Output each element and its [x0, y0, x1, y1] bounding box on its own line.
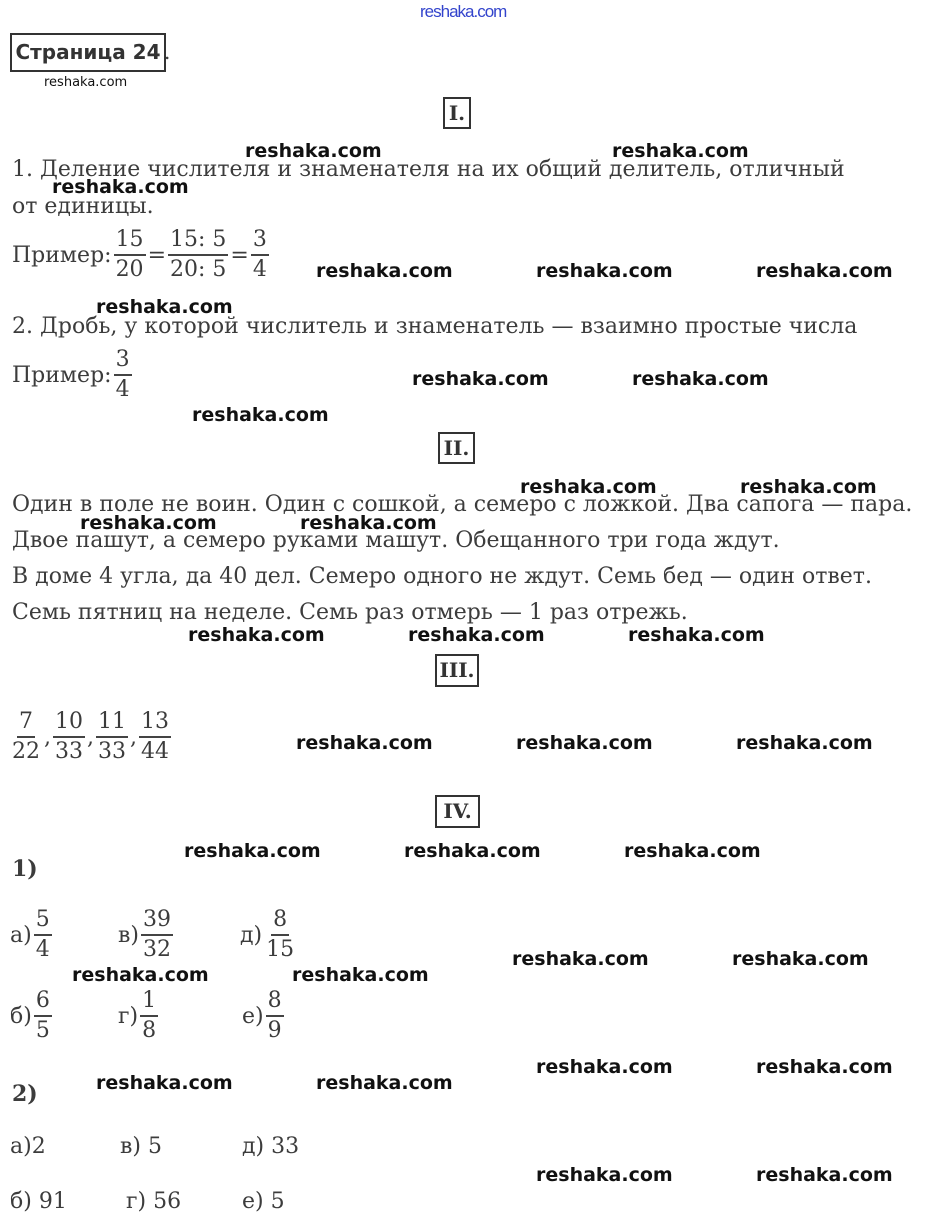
- watermark: reshaka.com: [316, 260, 453, 282]
- answer-item: в) 5: [120, 1134, 162, 1159]
- fraction: [139, 708, 171, 766]
- watermark: reshaka.com: [296, 732, 433, 754]
- watermark: reshaka.com: [96, 1072, 233, 1094]
- separator: ,: [44, 724, 51, 750]
- definition-1-line-2: от единицы.: [12, 194, 154, 219]
- denominator: 44: [141, 739, 169, 764]
- denominator: 22: [12, 739, 40, 764]
- numerator: 8: [266, 987, 284, 1017]
- watermark: reshaka.com: [536, 1164, 673, 1186]
- denominator: 5: [35, 1018, 50, 1043]
- fraction: [34, 987, 52, 1045]
- fraction: [168, 226, 228, 284]
- answer-item: д) 33: [242, 1134, 300, 1159]
- watermark: reshaka.com: [192, 404, 329, 426]
- fraction: [10, 708, 42, 766]
- example-label: Пример:: [12, 362, 112, 388]
- denominator: 4: [115, 377, 130, 402]
- fraction-list: [8, 708, 173, 766]
- answer-item: б) 91: [10, 1189, 67, 1214]
- page-title: Страница 24: [15, 40, 161, 64]
- example-2: [12, 346, 134, 404]
- page-title-dot: .: [164, 40, 171, 64]
- watermark: reshaka.com: [756, 1056, 893, 1078]
- example-label: Пример:: [12, 242, 112, 268]
- watermark: reshaka.com: [632, 368, 769, 390]
- answer-item: г) 56: [126, 1189, 182, 1214]
- denominator: 4: [35, 937, 50, 962]
- answer-item: [118, 987, 160, 1045]
- watermark: reshaka.com: [756, 260, 893, 282]
- numerator: 7: [17, 708, 35, 738]
- section-3-label: III.: [435, 654, 479, 687]
- fraction: [140, 987, 158, 1045]
- numerator: 3: [114, 346, 132, 376]
- fraction: [53, 708, 85, 766]
- watermark: reshaka.com: [184, 840, 321, 862]
- fraction: [114, 226, 146, 284]
- watermark: reshaka.com: [628, 624, 765, 646]
- answer-letter: г): [118, 1003, 139, 1029]
- watermark: reshaka.com: [512, 948, 649, 970]
- watermark: reshaka.com: [292, 964, 429, 986]
- denominator: 15: [266, 937, 295, 962]
- fraction: [266, 987, 284, 1045]
- numerator: 1: [140, 987, 158, 1017]
- watermark: reshaka.com: [536, 1056, 673, 1078]
- equals-sign: =: [230, 242, 249, 268]
- watermark: reshaka.com: [412, 368, 549, 390]
- fraction: [34, 906, 52, 964]
- watermark: reshaka.com: [740, 476, 877, 498]
- numerator: 39: [141, 906, 173, 936]
- section-4-label: IV.: [435, 795, 480, 828]
- small-watermark: reshaka.com: [44, 75, 128, 90]
- fraction: [141, 906, 173, 964]
- answer-item: [242, 987, 286, 1045]
- proverb-line: Один в поле не воин. Один с сошкой, а семеро с ложкой. Два сапога — пара.: [12, 492, 913, 517]
- watermark: reshaka.com: [245, 140, 382, 162]
- numerator: 11: [96, 708, 128, 738]
- answer-letter: а): [10, 922, 32, 948]
- numerator: 3: [251, 226, 269, 256]
- proverb-line: В доме 4 угла, да 40 дел. Семеро одного не ждут. Семь бед — один ответ.: [12, 564, 872, 589]
- answer-letter: е): [242, 1003, 264, 1029]
- watermark: reshaka.com: [80, 512, 217, 534]
- numerator: 15: [114, 226, 146, 256]
- watermark: reshaka.com: [408, 624, 545, 646]
- watermark: reshaka.com: [52, 176, 189, 198]
- answer-item: е) 5: [242, 1189, 285, 1214]
- answer-letter: в): [118, 922, 139, 948]
- part-1-label: 1): [12, 856, 38, 882]
- answer-item: [240, 906, 298, 964]
- watermark: reshaka.com: [188, 624, 325, 646]
- numerator: 13: [139, 708, 171, 738]
- answer-letter: д): [240, 922, 263, 948]
- separator: ,: [87, 724, 94, 750]
- watermark: reshaka.com: [316, 1072, 453, 1094]
- numerator: 6: [34, 987, 52, 1017]
- answer-item: [10, 987, 54, 1045]
- denominator: 20: 5: [170, 257, 227, 282]
- watermark: reshaka.com: [96, 296, 233, 318]
- proverb-line: Семь пятниц на неделе. Семь раз отмерь — 1 раз отрежь.: [12, 600, 688, 625]
- watermark: reshaka.com: [300, 512, 437, 534]
- numerator: 10: [53, 708, 85, 738]
- section-2-label: II.: [438, 432, 475, 464]
- fraction: [251, 226, 269, 284]
- watermark: reshaka.com: [612, 140, 749, 162]
- watermark: reshaka.com: [72, 964, 209, 986]
- watermark: reshaka.com: [516, 732, 653, 754]
- part-2-label: 2): [12, 1081, 38, 1107]
- denominator: 4: [252, 257, 267, 282]
- fraction: [114, 346, 132, 404]
- answer-letter: б): [10, 1003, 32, 1029]
- section-1-label: I.: [443, 97, 471, 129]
- watermark: reshaka.com: [736, 732, 873, 754]
- answer-item: [10, 906, 54, 964]
- fraction: [96, 708, 128, 766]
- definition-1-line-1: 1. Деление числителя и знаменателя на их общий делитель, отличный: [12, 157, 845, 182]
- denominator: 33: [55, 739, 83, 764]
- watermark: reshaka.com: [624, 840, 761, 862]
- fraction: [264, 906, 296, 964]
- proverb-line: Двое пашут, а семеро руками машут. Обещанного три года ждут.: [12, 528, 780, 553]
- watermark: reshaka.com: [732, 948, 869, 970]
- answer-item: [118, 906, 175, 964]
- denominator: 9: [267, 1018, 282, 1043]
- numerator: 5: [34, 906, 52, 936]
- numerator: 8: [271, 906, 289, 936]
- watermark: reshaka.com: [520, 476, 657, 498]
- numerator: 15: 5: [168, 226, 228, 256]
- top-watermark[interactable]: reshaka.com: [420, 2, 507, 21]
- denominator: 8: [142, 1018, 157, 1043]
- example-1: [12, 226, 271, 284]
- answer-item: а)2: [10, 1134, 46, 1159]
- watermark: reshaka.com: [536, 260, 673, 282]
- watermark: reshaka.com: [756, 1164, 893, 1186]
- denominator: 33: [98, 739, 126, 764]
- separator: ,: [130, 724, 137, 750]
- page-title-box: [10, 33, 166, 72]
- denominator: 20: [115, 257, 144, 282]
- equals-sign: =: [147, 242, 166, 268]
- watermark: reshaka.com: [404, 840, 541, 862]
- definition-2: 2. Дробь, у которой числитель и знаменатель — взаимно простые числа: [12, 314, 858, 339]
- denominator: 32: [142, 937, 171, 962]
